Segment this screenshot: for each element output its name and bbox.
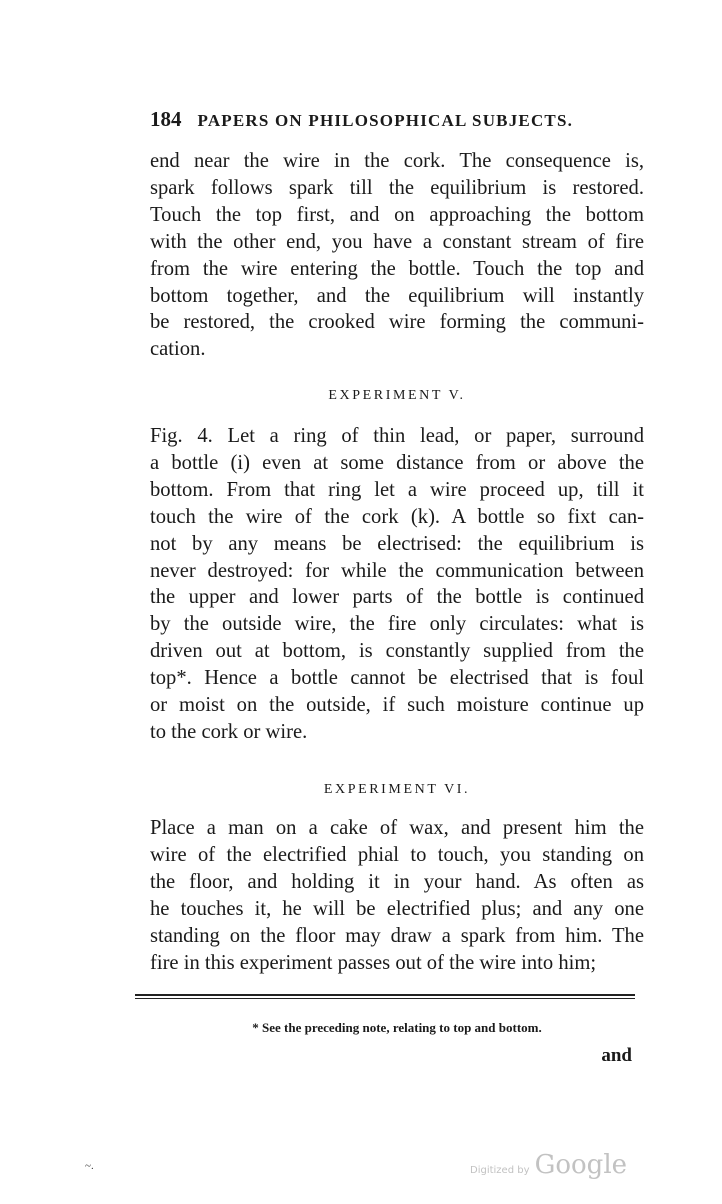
page-number: 184	[150, 107, 182, 131]
footnote-rule	[135, 994, 635, 996]
running-head-title: PAPERS ON PHILOSOPHICAL SUBJECTS.	[197, 111, 574, 130]
text-line: the upper and lower parts of the bottle is continued	[150, 586, 644, 609]
text-line: to the cork or wire.	[150, 720, 308, 743]
text-line: Fig. 4. Let a ring of thin lead, or paper, surround	[150, 425, 644, 447]
text-line: bottom together, and the equilibrium will instantly	[150, 284, 644, 307]
text-line: the floor, and holding it in your hand. As often as	[150, 870, 644, 893]
watermark-brand: Google	[534, 1150, 628, 1180]
running-head	[150, 107, 602, 132]
digitized-watermark	[470, 1150, 628, 1180]
text-line: cation.	[150, 338, 206, 361]
text-line: bottom. From that ring let a wire proceed up, till it	[150, 478, 644, 501]
catchword: and	[601, 1045, 632, 1066]
text-line: or moist on the outside, if such moisture continue up	[150, 694, 644, 717]
text-line: a bottle (i) even at some distance from or above the	[150, 451, 644, 474]
text-line: with the other end, you have a constant stream of fire	[150, 230, 644, 253]
paragraph-3	[150, 815, 644, 976]
text-line: by the outside wire, the fire only circulates: what is	[150, 613, 644, 636]
heading-experiment-vi: EXPERIMENT VI.	[323, 782, 471, 797]
text-line: top*. Hence a bottle cannot be electrised that is foul	[150, 667, 644, 690]
watermark-small-text: Digitized by	[470, 1165, 530, 1176]
text-line: he touches it, he will be electrified plus; and any one	[150, 897, 644, 920]
text-line: Touch the top first, and on approaching the bottom	[150, 203, 644, 226]
text-line: be restored, the crooked wire forming the communi-	[150, 311, 644, 334]
page-speck: ~.	[85, 1160, 94, 1172]
paragraph-1	[150, 148, 644, 363]
text-line: spark follows spark till the equilibrium is restored.	[150, 176, 644, 199]
paragraph-2	[150, 423, 644, 746]
text-line: end near the wire in the cork. The consequence is,	[150, 150, 644, 172]
text-line: touch the wire of the cork (k). A bottle so fixt can-	[150, 505, 644, 528]
text-line: standing on the floor may draw a spark from him. The	[150, 924, 644, 947]
text-line: not by any means be electrised: the equilibrium is	[150, 532, 644, 555]
text-line: Place a man on a cake of wax, and present him the	[150, 817, 644, 839]
footnote-rule-thin	[135, 998, 635, 999]
footnote: * See the preceding note, relating to top and bottom.	[252, 1020, 542, 1035]
text-line: wire of the electrified phial to touch, you standing on	[150, 843, 644, 866]
text-line: driven out at bottom, is constantly supplied from the	[150, 640, 644, 663]
text-line: fire in this experiment passes out of the wire into him;	[150, 951, 597, 974]
text-line: never destroyed: for while the communication between	[150, 559, 644, 582]
heading-experiment-v: EXPERIMENT V.	[328, 388, 466, 403]
text-line: from the wire entering the bottle. Touch the top and	[150, 257, 644, 280]
